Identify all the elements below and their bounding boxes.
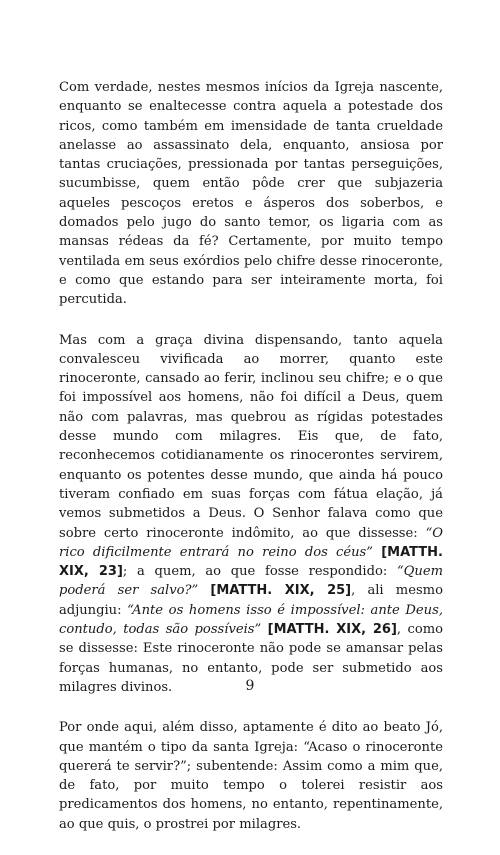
page-body bbox=[59, 78, 443, 855]
paragraph-2 bbox=[59, 331, 443, 698]
citation-matthew-19-26: [MATTH. XIX, 26] bbox=[267, 622, 397, 638]
quote-matthew-19-23: “O rico dificilmente entrará no reino dos céus” bbox=[59, 525, 443, 560]
quote-matthew-19-25: “Quem poderá ser salvo?” bbox=[59, 564, 443, 599]
paragraph-2-text-4: , como se dissesse: Este rinoceronte não pode se amansar pelas forças humanas, no entanto, pode ser submetido aos milagres divinos. bbox=[59, 622, 444, 695]
page-number: 9 bbox=[245, 678, 255, 694]
paragraph-2-text-1: Mas com a graça divina dispensando, tanto aquela convalesceu vivificada ao morrer, quanto este rinoceronte, cansado ao ferir, inclinou seu chifre; e o que foi impossível aos homens, não foi difícil a Deus, quem não com palavras, mas quebrou as rígidas potestades desse mundo com milagres. Eis que, de fato, reconhecemos cotidianamente os rinocerontes servirem, enquanto os potentes desse mundo, que ainda há pouco tiveram confiado em suas forças com fátua elação, já vemos submetidos a Deus. O Senhor falava como que sobre certo rinoceronte indômito, ao que dissesse: bbox=[59, 332, 443, 541]
paragraph-2-text-3: , ali mesmo adjungiu: bbox=[59, 583, 443, 618]
paragraph-3 bbox=[59, 718, 443, 834]
space bbox=[198, 583, 210, 598]
paragraph-1-text: Com verdade, nestes mesmos inícios da Igreja nascente, enquanto se enaltecesse contra aquela a potestade dos ricos, como também em imensidade de tanta crueldade anelasse ao assassinato dela, enquanto, ansiosa por tantas cruciações, pressionada por tantas perseguições, sucumbisse, quem então pôde crer que subjazeria aqueles pescoços eretos e ásperos dos soberbos, e domados pelo jugo do santo temor, os ligaria com as mansas rédeas da fé? Certamente, por muito tempo ventilada em seus exórdios pelo chifre desse rinoceronte, e como que estando para ser inteiramente morta, foi percutida. bbox=[59, 80, 443, 308]
space bbox=[373, 545, 381, 560]
paragraph-3-text: Por onde aqui, além disso, aptamente é dito ao beato Jó, que mantém o tipo da santa Igreja: “Acaso o rinoceronte quererá te servir?”; subentende: Assim como a mim que, de fato, por muito tempo o tolerei resistir aos predicamentos dos homens, no entanto, repentinamente, ao que quis, o prostrei por milagres. bbox=[59, 720, 443, 832]
paragraph-1 bbox=[59, 78, 443, 310]
paragraph-2-text-2: ; a quem, ao que fosse respondido: bbox=[122, 564, 397, 580]
quote-matthew-19-26: “Ante os homens isso é impossível: ante Deus, contudo, todas são possíveis” bbox=[59, 602, 443, 638]
citation-matthew-19-23: [MATTH. XIX, 23] bbox=[59, 544, 443, 580]
citation-matthew-19-25: [MATTH. XIX, 25] bbox=[210, 583, 352, 599]
